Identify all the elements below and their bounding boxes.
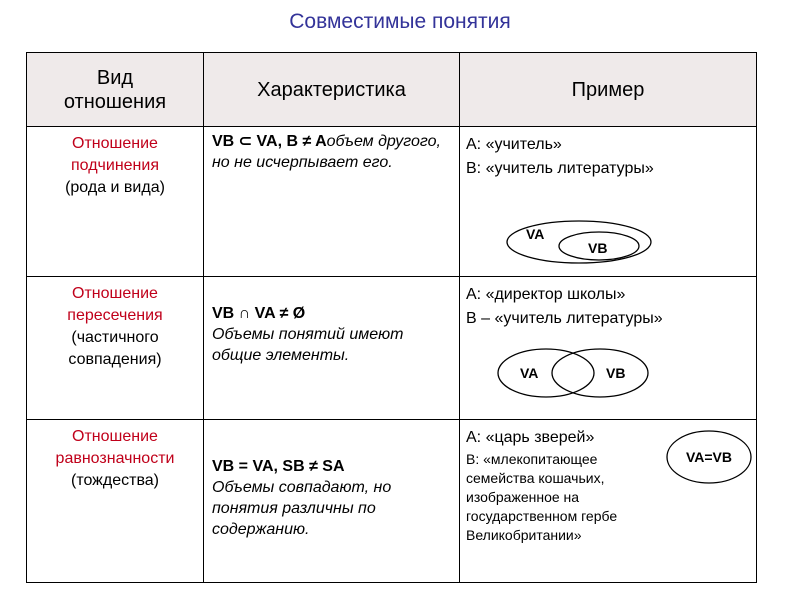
example-cell	[460, 127, 757, 277]
header-characteristic: Характеристика	[204, 53, 460, 127]
description: Объемы понятий имеют общие элементы.	[212, 326, 404, 364]
table-row	[27, 277, 757, 420]
description: объем другого, но не исчерпывает его.	[212, 133, 441, 171]
venn-subordination-diagram	[504, 217, 654, 267]
table-row	[27, 420, 757, 583]
table-header-row	[27, 53, 757, 127]
venn-intersection-diagram	[494, 345, 654, 401]
example-line: В – «учитель литературы»	[466, 310, 663, 327]
example-line: А: «царь зверей»	[466, 429, 595, 446]
relation-cell	[27, 127, 204, 277]
header-example: Пример	[460, 53, 757, 127]
venn-label-b: VB	[588, 240, 608, 256]
concepts-table	[26, 52, 757, 583]
venn-label-ab: VA=VB	[685, 449, 733, 465]
venn-label-b: VB	[606, 365, 626, 381]
page-title: Совместимые понятия	[289, 10, 511, 33]
characteristic-cell	[204, 277, 460, 420]
relation-detail: (рода и вида)	[65, 179, 165, 196]
example-cell	[460, 420, 757, 583]
table-row	[27, 127, 757, 277]
example-line: В: «учитель литературы»	[466, 160, 654, 177]
relation-name: Отношение пересечения	[67, 285, 163, 324]
formula: VB ⊂ VA, B ≠ A	[212, 133, 327, 150]
header-relation: Вид отношения	[27, 53, 204, 127]
venn-label-a: VA	[526, 226, 545, 242]
relation-cell	[27, 420, 204, 583]
example-cell	[460, 277, 757, 420]
characteristic-cell	[204, 420, 460, 583]
relation-name: Отношение равнозначности	[55, 428, 175, 467]
example-line: А: «директор школы»	[466, 286, 626, 303]
formula: VB ∩ VA ≠ Ø	[212, 305, 306, 322]
example-line: А: «учитель»	[466, 136, 562, 153]
description: Объемы совпадают, но понятия различны по содержанию.	[212, 479, 392, 538]
relation-cell	[27, 277, 204, 420]
venn-label-a: VA	[520, 365, 539, 381]
relation-detail: (тождества)	[70, 472, 159, 489]
example-line: В: «млекопитающее семейства кошачьих, изображенное на государственном гербе Великобритании»	[466, 451, 618, 543]
relation-detail: (частичного совпадения)	[68, 329, 162, 368]
venn-equivalence-diagram	[664, 428, 754, 486]
formula: VB = VA, SB ≠ SA	[212, 458, 345, 475]
relation-name: Отношение подчинения	[71, 135, 159, 174]
characteristic-cell	[204, 127, 460, 277]
